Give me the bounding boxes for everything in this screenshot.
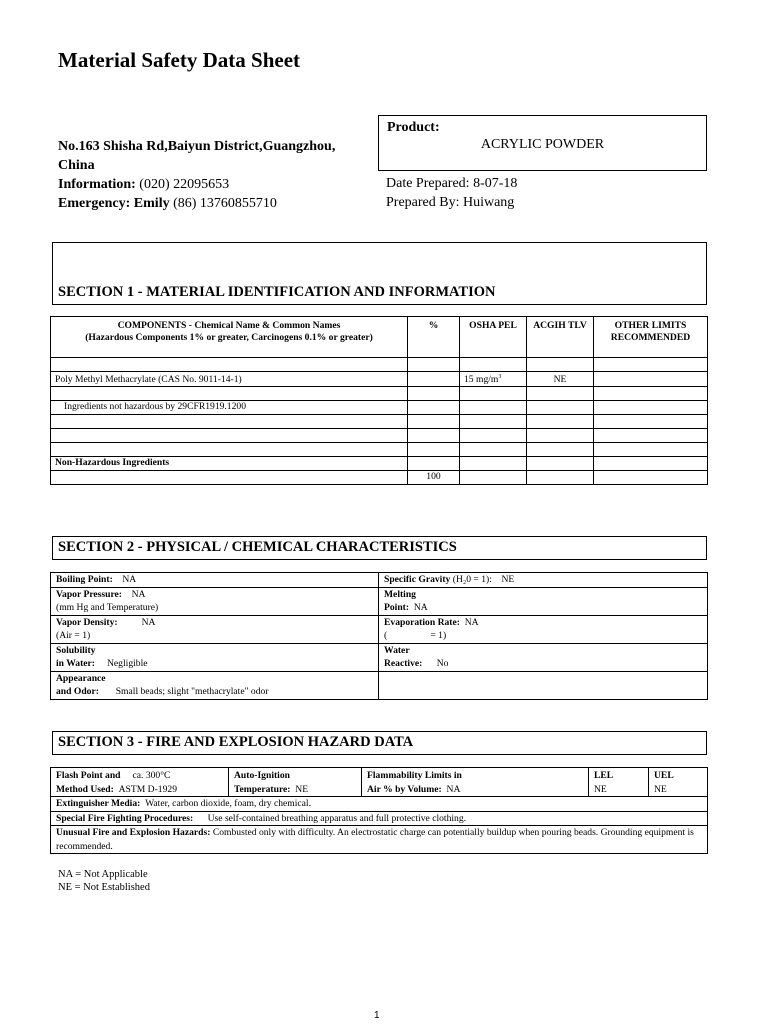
- component-name: Ingredients not hazardous by 29CFR1919.1200: [51, 401, 408, 415]
- fire-hazard-table: [50, 767, 708, 854]
- non-hazardous-label: Non-Hazardous Ingredients: [51, 457, 408, 471]
- footnotes: [58, 868, 150, 894]
- table-row: [51, 811, 708, 826]
- company-address: [58, 137, 368, 213]
- lel-cell: LEL NE: [589, 768, 649, 797]
- unusual-hazards-cell: Unusual Fire and Explosion Hazards: Combusted only with difficulty. An electrostatic charge can potentially buildup when pouring beads. Grounding equipment is recommended.: [51, 826, 708, 854]
- melting-point-cell: Melting Point: NA: [379, 587, 708, 615]
- extinguisher-media-cell: Extinguisher Media: Water, carbon dioxide, foam, dry chemical.: [51, 797, 708, 812]
- acgih-value: NE: [527, 372, 594, 387]
- vapor-pressure-cell: Vapor Pressure: NA (mm Hg and Temperature): [51, 587, 379, 615]
- table-row: [51, 415, 708, 429]
- section3-header: [52, 731, 707, 755]
- appearance-odor-cell: Appearance and Odor: Small beads; slight "methacrylate" odor: [51, 671, 379, 699]
- special-fire-fighting-cell: Special Fire Fighting Procedures: Use self-contained breathing apparatus and full protective clothing.: [51, 811, 708, 826]
- information-label: Information:: [58, 177, 136, 192]
- water-reactive-cell: Water Reactive: No: [379, 643, 708, 671]
- component-name: Poly Methyl Methacrylate (CAS No. 9011-14-1): [51, 372, 408, 387]
- table-row: [51, 587, 708, 615]
- preparation-info: [386, 174, 517, 212]
- auto-ignition-cell: Auto-Ignition Temperature: NE: [229, 768, 362, 797]
- evaporation-rate-cell: Evaporation Rate: NA ( = 1): [379, 615, 708, 643]
- emergency-line: [58, 194, 368, 213]
- col-other-limits: OTHER LIMITS RECOMMENDED: [594, 317, 708, 358]
- section2-title: SECTION 2 - PHYSICAL / CHEMICAL CHARACTERISTICS: [58, 539, 457, 555]
- total-percent: 100: [408, 471, 460, 485]
- page-number: 1: [374, 1010, 380, 1021]
- components-table: [50, 316, 708, 485]
- table-row: [51, 615, 708, 643]
- table-row: [51, 826, 708, 854]
- table-row: [51, 443, 708, 457]
- col-osha-pel: OSHA PEL: [460, 317, 527, 358]
- footnote-na: NA = Not Applicable: [58, 869, 148, 880]
- table-header-row: [51, 317, 708, 358]
- document-title: Material Safety Data Sheet: [58, 48, 301, 72]
- table-row: [51, 401, 708, 415]
- product-name: ACRYLIC POWDER: [480, 137, 605, 152]
- table-row: [51, 387, 708, 401]
- information-line: [58, 175, 368, 194]
- col-components: COMPONENTS - Chemical Name & Common Names (Hazardous Components 1% or greater, Carcinogens 0.1% or greater): [51, 317, 408, 358]
- address-line-2: China: [58, 158, 95, 173]
- col-acgih-tlv: ACGIH TLV: [527, 317, 594, 358]
- table-row: [51, 429, 708, 443]
- footnote-ne: NE = Not Established: [58, 882, 150, 893]
- table-row: [51, 573, 708, 588]
- product-box: [378, 115, 707, 171]
- table-row: [51, 797, 708, 812]
- specific-gravity-cell: Specific Gravity (H₂0 = 1): NE: [379, 573, 708, 588]
- flash-point-cell: Flash Point and ca. 300°C Method Used: ASTM D-1929: [51, 768, 229, 797]
- address-line-1: No.163 Shisha Rd,Baiyun District,Guangzhou,: [58, 139, 336, 154]
- section3-title: SECTION 3 - FIRE AND EXPLOSION HAZARD DATA: [58, 734, 414, 750]
- section1-title: SECTION 1 - MATERIAL IDENTIFICATION AND INFORMATION: [58, 284, 496, 300]
- osha-value: 15 $mg/m^3$: [460, 372, 527, 387]
- information-value: (020) 22095653: [139, 177, 230, 192]
- uel-cell: UEL NE: [649, 768, 708, 797]
- prepared-by: Prepared By: Huiwang: [386, 195, 515, 210]
- product-label: Product:: [387, 120, 440, 135]
- boiling-point-cell: Boiling Point: NA: [51, 573, 379, 588]
- emergency-label: Emergency: Emily: [58, 196, 170, 211]
- table-row: [51, 471, 708, 485]
- table-row: [51, 358, 708, 372]
- table-row: [51, 457, 708, 471]
- solubility-cell: Solubility in Water: Negligible: [51, 643, 379, 671]
- table-row: [51, 372, 708, 387]
- table-row: [51, 768, 708, 797]
- table-row: [51, 671, 708, 699]
- section2-header: [52, 536, 707, 560]
- vapor-density-cell: Vapor Density: NA (Air = 1): [51, 615, 379, 643]
- physical-properties-table: [50, 572, 708, 700]
- table-row: [51, 643, 708, 671]
- col-percent: %: [408, 317, 460, 358]
- section1-header: [52, 242, 707, 305]
- emergency-value: (86) 13760855710: [173, 196, 277, 211]
- date-prepared: Date Prepared: 8-07-18: [386, 176, 518, 191]
- flammability-cell: Flammability Limits in Air % by Volume: NA: [362, 768, 589, 797]
